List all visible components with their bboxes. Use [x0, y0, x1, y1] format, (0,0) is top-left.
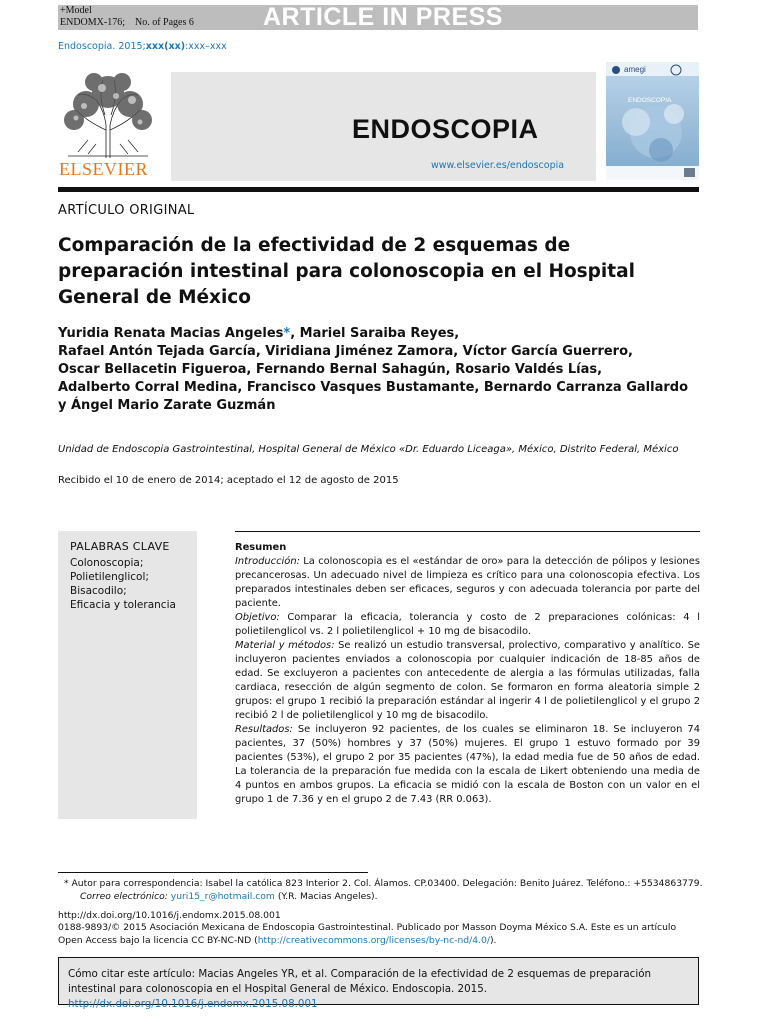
article-title: Comparación de la efectividad de 2 esquemas de preparación intestinal para colonoscopia en el Hospital General de México [58, 235, 635, 308]
footnote-rule [58, 872, 368, 873]
journal-url-link[interactable]: www.elsevier.es/endoscopia [431, 160, 565, 171]
received-accepted-dates: Recibido el 10 de enero de 2014; aceptado el 12 de agosto de 2015 [58, 475, 399, 486]
abstract-objective: Objetivo: Comparar la eficacia, tolerancia y costo de 2 preparaciones colónicas: 4 l polietilenglicol vs. 2 l polietilenglicol + 10 mg de bisacodilo. [235, 612, 700, 637]
article-in-press-label: ARTICLE IN PRESS [263, 3, 503, 31]
journal-citation-line[interactable]: Endoscopia. 2015;xxx(xx):xxx–xxx [58, 41, 227, 52]
elsevier-logo [58, 70, 158, 182]
abstract-introduction: Introducción: La colonoscopia es el «estándar de oro» para la detección de pólipos y lesiones precancerosas. Un adecuado nivel de limpieza es crítico para una colonoscopia efectiva. Los preparados intestinales deben ser eficaces, seguros y con adecuada tolerancia por parte del paciente. [235, 556, 701, 609]
keyword-item: Eficacia y tolerancia [70, 599, 176, 611]
journal-cover-image [606, 62, 699, 180]
article-in-press-banner [58, 5, 698, 30]
license-link[interactable]: http://creativecommons.org/licenses/by-nc-nd/4.0/ [257, 935, 490, 946]
how-to-cite-text: Cómo citar este artículo: Macias Angeles YR, et al. Comparación de la efectividad de 2 esquemas de preparación intestinal para colonoscopia en el Hospital General de México. Endoscopia. 2015. [68, 968, 652, 995]
abstract-results: Resultados: Se incluyeron 92 pacientes, de los cuales se eliminaron 18. Se incluyeron 74 pacientes, 37 (50%) hombres y 37 (50%) mujeres. El grupo 1 estuvo formado por 39 pacientes (53%), el grupo 2 por 35 pacientes (47%), la edad media fue de 50 años de edad. La tolerancia de la preparación fue medida con la escala de Likert obteniendo una media de 4 puntos en ambos grupos. La eficacia se midió con la escala de Boston con un valor en el grupo 1 de 7.36 y en el grupo 2 de 7.43 (RR 0.063). [235, 724, 701, 805]
author-list: Yuridia Renata Macias Angeles*, Mariel Saraiba Reyes, Rafael Antón Tejada García, Viridiana Jiménez Zamora, Víctor García Guerrero, Oscar Bellacetin Figueroa, Fernando Bernal Sahagún, Rosario Valdés Lías, Adalberto Corral Medina, Francisco Vasques Bustamante, Bernardo Carranza Gallardo y Ángel Mario Zarate Guzmán [58, 326, 689, 413]
license-note: 0188-9893/© 2015 Asociación Mexicana de Endoscopia Gastrointestinal. Publicado por Masson Doyma México S.A. Este es un artículo Open Access bajo la licencia CC BY-NC-ND (http://creativecommons.org/licenses/by-nc-nd/4.0/). [58, 922, 677, 946]
model-label: +Model [60, 5, 92, 16]
keywords-panel [58, 531, 197, 819]
elsevier-tree-icon [58, 70, 158, 160]
how-to-cite-box [58, 957, 699, 1010]
abstract-rule [235, 531, 700, 532]
abstract [235, 541, 700, 807]
publisher-name: ELSEVIER [59, 159, 148, 179]
keyword-item: Colonoscopia; [70, 557, 144, 569]
keyword-item: Bisacodilo; [70, 585, 127, 597]
keyword-item: Polietilenglicol; [70, 571, 149, 583]
cover-title: ENDOSCOPIA [628, 97, 672, 104]
how-to-cite-doi-link[interactable]: http://dx.doi.org/10.1016/j.endomx.2015.08.001 [68, 998, 318, 1010]
article-section-label: ARTÍCULO ORIGINAL [58, 203, 195, 218]
email-note: Correo electrónico: yuri15_r@hotmail.com (Y.R. Macias Angeles). [80, 891, 378, 902]
manuscript-id: ENDOMX-176; No. of Pages 6 [60, 17, 194, 28]
corresponding-author-mark[interactable]: * [283, 326, 291, 341]
first-author: Yuridia Renata Macias Angeles [58, 326, 284, 341]
cover-brand: amegi [624, 65, 646, 74]
abstract-heading: Resumen [235, 542, 287, 553]
doi-link[interactable]: http://dx.doi.org/10.1016/j.endomx.2015.08.001 [58, 910, 281, 921]
header-rule [58, 187, 699, 192]
journal-title: ENDOSCOPIA [352, 114, 539, 144]
abstract-methods: Material y métodos: Se realizó un estudio transversal, prolectivo, comparativo y analítico. Se incluyeron pacientes enviados a colonoscopia por cualquier indicación de 18-85 años de edad. Se excluyeron a pacientes con antecedente de alergia a las fórmulas utilizadas, falla cardiaca, resección de algún segmento de colon. Se formaron en forma aleatoria simple 2 grupos: el grupo 1 recibió la preparación estándar al ingerir 4 l de polietilenglicol y el grupo 2 recibió 2 l de polietilenglicol y 10 mg de bisacodilo. [235, 640, 701, 721]
keywords-title: PALABRAS CLAVE [70, 540, 170, 553]
email-link[interactable]: yuri15_r@hotmail.com [170, 891, 275, 902]
keywords-list [70, 556, 176, 612]
affiliation: Unidad de Endoscopia Gastrointestinal, Hospital General de México «Dr. Eduardo Liceaga», México, Distrito Federal, México [58, 444, 679, 455]
corresponding-author-note: * Autor para correspondencia: Isabel la católica 823 Interior 2. Col. Álamos. CP.03400. Delegación: Benito Juárez. Teléfono.: +5534863779. [64, 878, 703, 889]
